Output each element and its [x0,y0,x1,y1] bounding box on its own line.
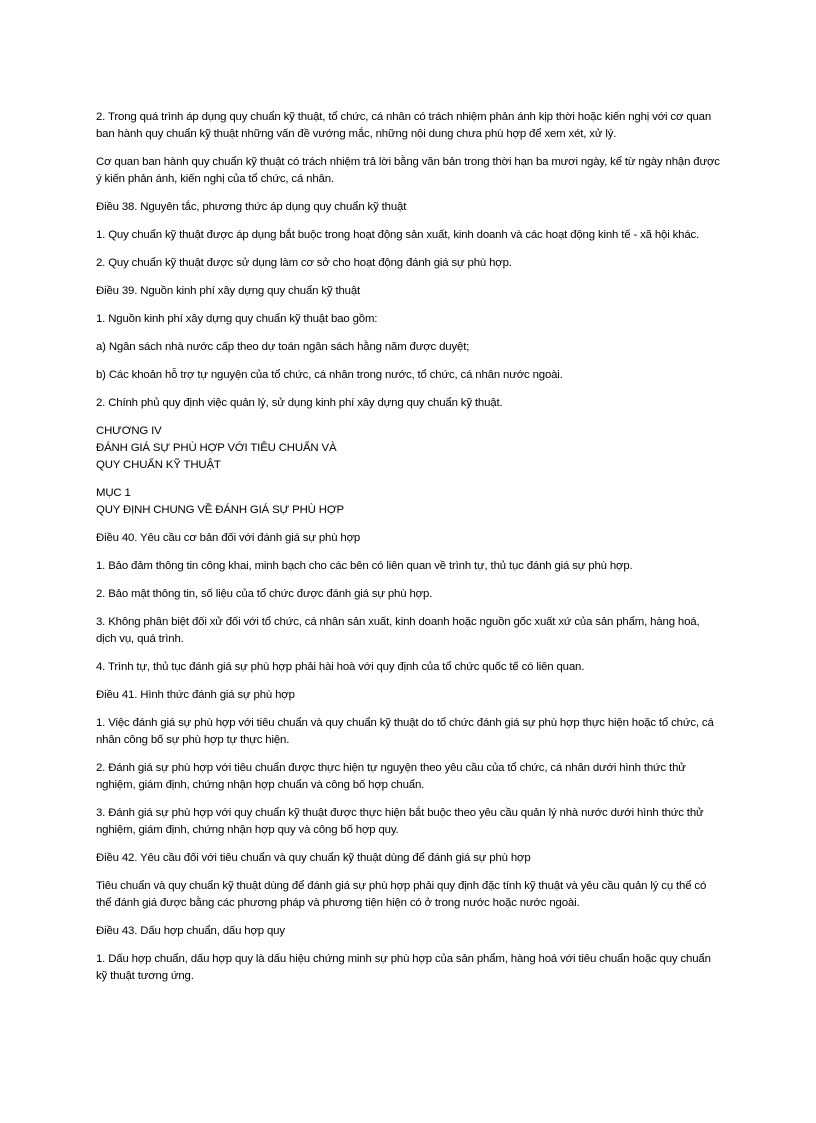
clause-text: 1. Dấu hợp chuẩn, dấu hợp quy là dấu hiệu chứng minh sự phù hợp của sản phẩm, hàng hoá với tiêu chuẩn hoặc quy chuẩn kỹ thuật tương ứng. [96,953,711,982]
clause-text: 1. Quy chuẩn kỹ thuật được áp dụng bắt buộc trong hoạt động sản xuất, kinh doanh và các hoạt động kinh tế - xã hội khác. [96,229,700,241]
article-heading: Điều 39. Nguồn kinh phí xây dựng quy chuẩn kỹ thuật [96,285,361,297]
clause-text: 2. Chính phủ quy định việc quản lý, sử dụng kinh phí xây dựng quy chuẩn kỹ thuật. [96,397,503,409]
clause-text: 2. Đánh giá sự phù hợp với tiêu chuẩn được thực hiện tự nguyện theo yêu cầu của tổ chức, cá nhân dưới hình thức thử nghiệm, giám định, chứng nhận hợp chuẩn và công bố hợp chuẩn. [96,762,686,791]
section-heading: MỤC 1 QUY ĐỊNH CHUNG VỀ ĐÁNH GIÁ SỰ PHÙ HỢP [96,487,344,516]
clause-text: 1. Việc đánh giá sự phù hợp với tiêu chuẩn và quy chuẩn kỹ thuật do tổ chức đánh giá sự phù hợp thực hiện hoặc tổ chức, cá nhân công bố sự phù hợp tự thực hiện. [96,717,714,746]
article-heading: Điều 41. Hình thức đánh giá sự phù hợp [96,689,295,701]
clause-text: Cơ quan ban hành quy chuẩn kỹ thuật có trách nhiệm trả lời bằng văn bản trong thời hạn ba mươi ngày, kể từ ngày nhận được ý kiến phản ánh, kiến nghị của tổ chức, cá nhân. [96,156,720,185]
document-page [96,109,722,985]
article-heading: Điều 40. Yêu cầu cơ bản đối với đánh giá sự phù hợp [96,532,361,544]
clause-text: 3. Không phân biệt đối xử đối với tổ chức, cá nhân sản xuất, kinh doanh hoặc nguồn gốc xuất xứ của sản phẩm, hàng hoá, dịch vụ, quá trình. [96,616,700,645]
clause-text: Tiêu chuẩn và quy chuẩn kỹ thuật dùng để đánh giá sự phù hợp phải quy định đặc tính kỹ thuật và yêu cầu quản lý cụ thể có thể đánh giá được bằng các phương pháp và phương tiện hiện có ở trong nước hoặc nước ngoài. [96,880,707,909]
article-heading: Điều 42. Yêu cầu đối với tiêu chuẩn và quy chuẩn kỹ thuật dùng để đánh giá sự phù hợp [96,852,531,864]
clause-text: 2. Quy chuẩn kỹ thuật được sử dụng làm cơ sở cho hoạt động đánh giá sự phù hợp. [96,257,512,269]
article-heading: Điều 43. Dấu hợp chuẩn, dấu hợp quy [96,925,285,937]
chapter-heading: CHƯƠNG IV ĐÁNH GIÁ SỰ PHÙ HỢP VỚI TIÊU CHUẨN VÀ QUY CHUẨN KỸ THUẬT [96,425,337,471]
clause-text: 4. Trình tự, thủ tục đánh giá sự phù hợp phải hài hoà với quy định của tổ chức quốc tế có liên quan. [96,661,585,673]
clause-text: 2. Trong quá trình áp dụng quy chuẩn kỹ thuật, tổ chức, cá nhân có trách nhiệm phản ánh kịp thời hoặc kiến nghị với cơ quan ban hành quy chuẩn kỹ thuật những vấn đề vướng mắc, những nội dung chưa phù hợp để xem xét, xử lý. [96,111,712,140]
clause-text: a) Ngân sách nhà nước cấp theo dự toán ngân sách hằng năm được duyệt; [96,341,470,353]
clause-text: 1. Nguồn kinh phí xây dựng quy chuẩn kỹ thuật bao gồm: [96,313,378,325]
article-heading: Điều 38. Nguyên tắc, phương thức áp dụng quy chuẩn kỹ thuật [96,201,407,213]
clause-text: 2. Bảo mật thông tin, số liệu của tổ chức được đánh giá sự phù hợp. [96,588,433,600]
clause-text: 3. Đánh giá sự phù hợp với quy chuẩn kỹ thuật được thực hiện bắt buộc theo yêu cầu quản lý nhà nước dưới hình thức thử nghiệm, giám định, chứng nhận hợp quy và công bố hợp quy. [96,807,704,836]
clause-text: b) Các khoản hỗ trợ tự nguyện của tổ chức, cá nhân trong nước, tổ chức, cá nhân nước ngoài. [96,369,563,381]
clause-text: 1. Bảo đảm thông tin công khai, minh bạch cho các bên có liên quan về trình tự, thủ tục đánh giá sự phù hợp. [96,560,633,572]
